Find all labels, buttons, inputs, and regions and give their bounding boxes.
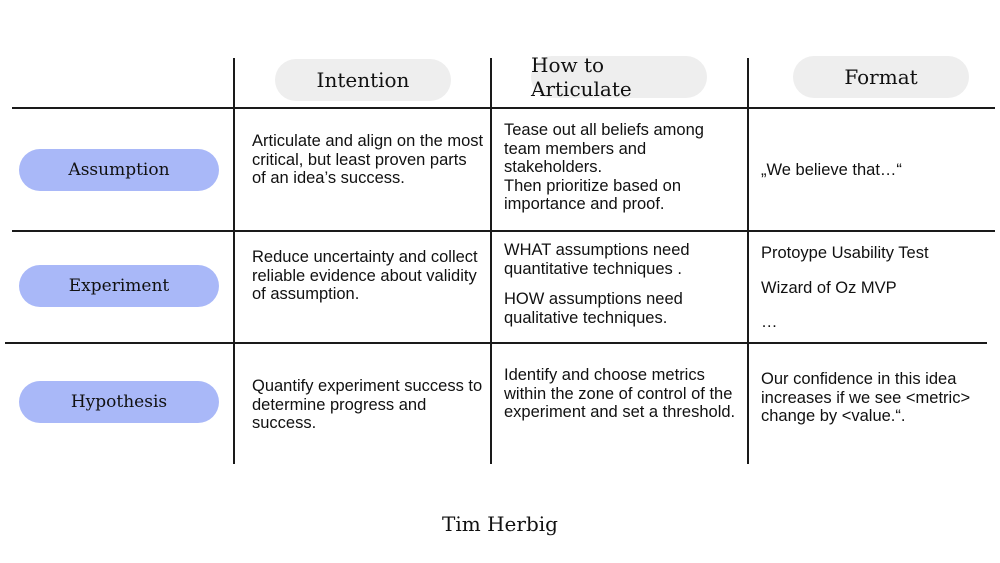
format-text: … xyxy=(761,313,778,331)
column-header-how-to-articulate: How to Articulate xyxy=(531,56,707,98)
intention-text: Articulate and align on the most critical, but least proven parts of an idea’s success. xyxy=(252,132,484,187)
intention-text: Quantify experiment success to determine progress and success. xyxy=(252,377,483,432)
row-label-experiment: Experiment xyxy=(19,265,219,307)
column-header-format: Format xyxy=(793,56,969,98)
format-text: „We believe that…“ xyxy=(761,161,902,179)
how-text: Tease out all beliefs among team members and stakeholders. xyxy=(504,121,704,176)
cell-experiment-how xyxy=(504,241,740,327)
format-text: Protoype Usability Test xyxy=(761,244,929,262)
how-text: Identify and choose metrics within the zone of control of the experiment and set a threshold. xyxy=(504,366,736,421)
grid-line-vertical-3 xyxy=(747,58,749,464)
grid-line-horizontal-2 xyxy=(12,230,995,232)
how-text: WHAT assumptions need quantitative techniques . xyxy=(504,241,690,278)
cell-assumption-format xyxy=(761,161,991,180)
row-label-hypothesis: Hypothesis xyxy=(19,381,219,423)
intention-text: Reduce uncertainty and collect reliable evidence about validity of assumption. xyxy=(252,248,478,303)
cell-experiment-intention xyxy=(252,248,484,304)
cell-hypothesis-how xyxy=(504,366,740,422)
cell-experiment-format xyxy=(761,244,991,332)
row-label-assumption: Assumption xyxy=(19,149,219,191)
author-footer: Tim Herbig xyxy=(442,512,558,536)
cell-hypothesis-intention xyxy=(252,377,484,433)
how-text: HOW assumptions need qualitative techniques. xyxy=(504,290,683,327)
grid-line-horizontal-1 xyxy=(12,107,995,109)
format-text: Our confidence in this idea increases if we see <metric> change by <value.“. xyxy=(761,370,971,425)
cell-assumption-intention xyxy=(252,132,484,188)
grid-line-horizontal-3 xyxy=(5,342,987,344)
cell-hypothesis-format xyxy=(761,370,983,426)
how-text: Then prioritize based on importance and proof. xyxy=(504,176,682,213)
cell-assumption-how xyxy=(504,121,740,214)
format-text: Wizard of Oz MVP xyxy=(761,278,897,297)
column-header-intention: Intention xyxy=(275,59,451,101)
grid-line-vertical-1 xyxy=(233,58,235,464)
grid-line-vertical-2 xyxy=(490,58,492,464)
